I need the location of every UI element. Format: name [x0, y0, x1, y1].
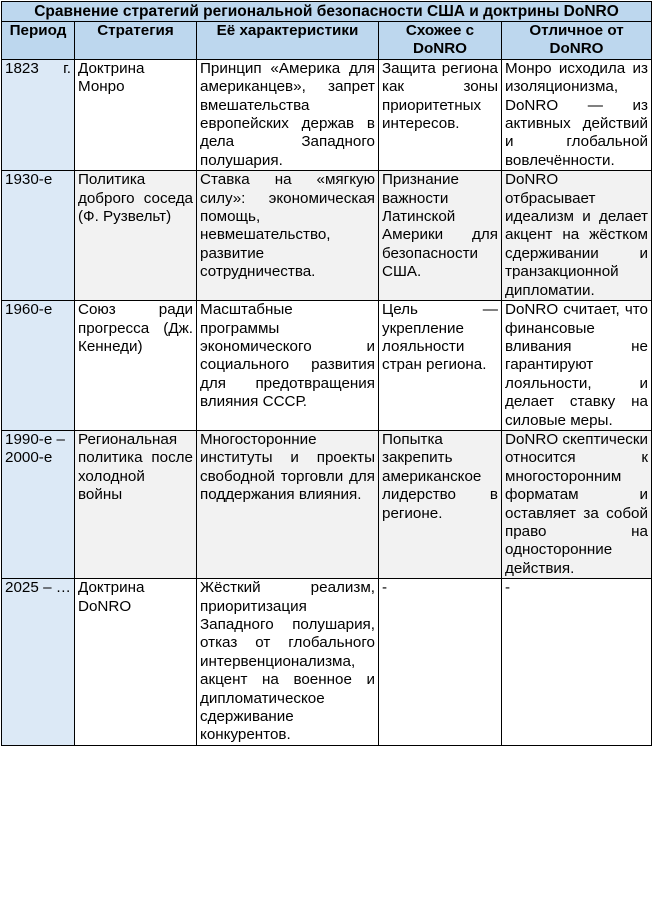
similar-cell	[379, 59, 502, 170]
strategy-text: Союз ради прогресса (Дж. Кеннеди)	[78, 301, 193, 355]
period-cell	[2, 301, 75, 431]
characteristics-text: Многосторонние институты и проекты свободной торговли для поддержания влияния.	[200, 430, 375, 504]
characteristics-text: Жёсткий реализм, приоритизация Западного полушария, отказ от глобального интервенционализма, акцент на военное и дипломатическое сдерживание конкурентов.	[200, 579, 375, 744]
table-row	[2, 301, 652, 431]
table-row	[2, 430, 652, 578]
period-cell	[2, 579, 75, 746]
different-cell	[502, 430, 652, 578]
different-text: DoNRO считает, что финансовые вливания не гарантируют лояльности, и делает ставку на силовые меры.	[505, 301, 648, 429]
different-cell	[502, 59, 652, 170]
period-cell	[2, 59, 75, 170]
characteristics-cell	[197, 579, 379, 746]
table-row	[2, 59, 652, 170]
column-header-different: Отличное от DoNRO	[502, 22, 652, 60]
period-text: 1960-е	[5, 301, 53, 319]
strategy-cell	[75, 430, 197, 578]
similar-text: Цель — укрепление лояльности стран региона.	[382, 301, 498, 374]
strategy-text: Региональная политика после холодной войны	[78, 430, 193, 504]
similar-text: Защита региона как зоны приоритетных интересов.	[382, 59, 498, 133]
table-header-row	[2, 22, 652, 60]
table-row	[2, 171, 652, 301]
different-text: DoNRO скептически относится к многосторонним форматам и оставляет за собой право на односторонние действия.	[505, 430, 648, 577]
characteristics-text: Масштабные программы экономического и социального развития для предотвращения влияния СССР.	[200, 301, 375, 411]
period-text: 2025 – …	[5, 579, 71, 597]
similar-cell	[379, 579, 502, 746]
similar-cell	[379, 171, 502, 301]
table-title: Сравнение стратегий региональной безопасности США и доктрины DoNRO	[2, 2, 652, 22]
column-header-strategy: Стратегия	[75, 22, 197, 60]
similar-cell	[379, 301, 502, 431]
period-text: 1823 г.	[5, 59, 71, 77]
strategy-cell	[75, 171, 197, 301]
period-cell	[2, 171, 75, 301]
comparison-table	[1, 1, 652, 746]
similar-text: Признание важности Латинской Америки для безопасности США.	[382, 171, 498, 281]
strategy-cell	[75, 579, 197, 746]
column-header-similar: Схожее с DoNRO	[379, 22, 502, 60]
period-cell	[2, 430, 75, 578]
similar-text: Попытка закрепить американское лидерство в регионе.	[382, 430, 498, 522]
characteristics-cell	[197, 301, 379, 431]
strategy-cell	[75, 59, 197, 170]
table-row	[2, 579, 652, 746]
strategy-cell	[75, 301, 197, 431]
characteristics-cell	[197, 171, 379, 301]
characteristics-text: Принцип «Америка для американцев», запрет вмешательства европейских держав в дела Западного полушария.	[200, 59, 375, 169]
similar-cell	[379, 430, 502, 578]
strategy-text: Доктрина Монро	[78, 59, 145, 96]
table-title-row	[2, 2, 652, 22]
strategy-text: Политика доброго соседа (Ф. Рузвельт)	[78, 171, 193, 226]
characteristics-cell	[197, 59, 379, 170]
column-header-period: Период	[2, 22, 75, 60]
period-text: 1990-е – 2000-е	[5, 430, 65, 467]
characteristics-cell	[197, 430, 379, 578]
different-text: -	[505, 579, 511, 597]
strategy-text: Доктрина DoNRO	[78, 579, 145, 615]
column-header-characteristics: Её характеристики	[197, 22, 379, 60]
different-cell	[502, 301, 652, 431]
period-text: 1930-е	[5, 171, 53, 189]
different-text: Монро исходила из изоляционизма, DoNRO — из активных действий и глобальной вовлечённости.	[505, 59, 648, 169]
different-cell	[502, 171, 652, 301]
similar-text: -	[382, 579, 388, 597]
different-text: DoNRO отбрасывает идеализм и делает акцент на жёстком сдерживании и транзакционной дипломатии.	[505, 171, 648, 299]
characteristics-text: Ставка на «мягкую силу»: экономическая помощь, невмешательство, развитие сотрудничества.	[200, 171, 375, 281]
different-cell	[502, 579, 652, 746]
